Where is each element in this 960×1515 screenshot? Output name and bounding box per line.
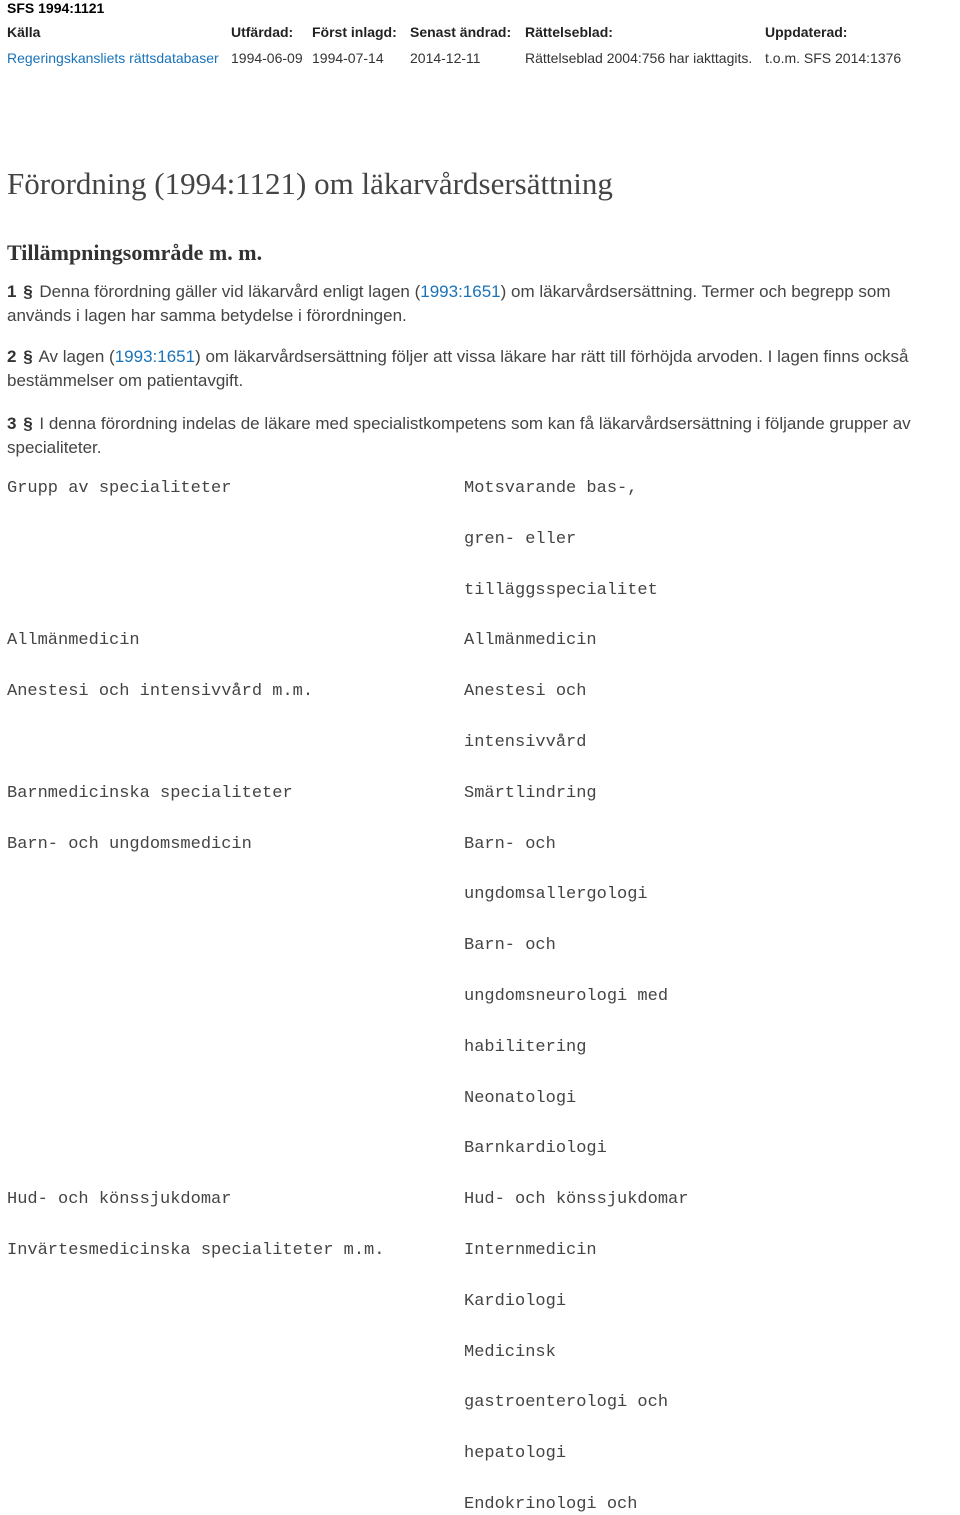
specialty-line: Kardiologi	[464, 1291, 567, 1311]
specialty-line: gastroenterologi och	[464, 1393, 669, 1413]
paragraph-number: 3	[7, 414, 17, 433]
law-link[interactable]: 1993:1651	[114, 347, 196, 366]
specialty-group-line: Barn- och ungdomsmedicin	[7, 834, 252, 854]
specialty-line: Endokrinologi och	[464, 1495, 638, 1514]
errata-value: Rättelseblad 2004:756 har iakttagits.	[525, 50, 753, 66]
paragraph-1	[7, 280, 957, 328]
specialty-line: Hud- och könssjukdomar	[464, 1190, 689, 1210]
section-sign-icon: §	[23, 414, 33, 433]
last-changed-label: Senast ändrad:	[410, 24, 512, 40]
section-sign-icon: §	[23, 347, 33, 366]
specialty-line: Medicinsk	[464, 1342, 556, 1362]
specialty-line: Barn- och	[464, 936, 556, 956]
issued-date: 1994-06-09	[231, 50, 303, 66]
paragraph-text: I denna förordning indelas de läkare med specialistkompetens som kan få läkarvårdsersättning i följande grupper av specialiteter.	[7, 414, 911, 457]
specialty-line: Anestesi och	[464, 682, 587, 702]
specialty-line: Motsvarande bas-,	[464, 479, 638, 498]
specialty-line: Barnkardiologi	[464, 1139, 607, 1159]
first-added-label: Först inlagd:	[312, 24, 397, 40]
sfs-number: SFS 1994:1121	[7, 0, 105, 16]
specialty-line: ungdomsneurologi med	[464, 987, 669, 1006]
paragraph-text: Av lagen (	[38, 347, 115, 366]
law-link[interactable]: 1993:1651	[420, 282, 501, 301]
updated-label: Uppdaterad:	[765, 24, 848, 40]
specialty-line: gren- eller	[464, 529, 577, 549]
first-added-date: 1994-07-14	[312, 50, 384, 66]
specialty-line: habilitering	[464, 1037, 587, 1057]
specialty-group-line: Invärtesmedicinska specialiteter m.m.	[7, 1241, 385, 1260]
last-changed-date: 2014-12-11	[410, 50, 481, 66]
specialty-line: tilläggsspecialitet	[464, 580, 658, 600]
paragraph-number: 2	[7, 347, 17, 366]
specialty-group-line: Hud- och könssjukdomar	[7, 1190, 232, 1210]
errata-label: Rättelseblad:	[525, 24, 613, 40]
specialty-group-line: Grupp av specialiteter	[7, 479, 232, 498]
source-link[interactable]: Regeringskansliets rättsdatabaser	[7, 50, 219, 66]
specialty-line: intensivvård	[464, 733, 587, 752]
paragraph-3	[7, 412, 957, 460]
paragraph-2	[7, 345, 957, 393]
paragraph-text: ) om läkarvårdsersättning. Termer och begrepp som används i lagen har samma betydelse i förordningen.	[7, 282, 891, 325]
specialty-line: Barn- och	[464, 834, 556, 854]
paragraph-text: ) om läkarvårdsersättning följer att vissa läkare har rätt till förhöjda arvoden. I lagen finns också bestämmelser om patientavgift.	[7, 347, 909, 390]
specialty-line: hepatologi	[464, 1444, 567, 1464]
section-sign-icon: §	[23, 282, 33, 301]
specialty-group-line: Anestesi och intensivvård m.m.	[7, 682, 314, 702]
section-heading: Tillämpningsområde m. m.	[7, 240, 263, 265]
specialty-line: Internmedicin	[464, 1241, 597, 1260]
issued-label: Utfärdad:	[231, 24, 294, 40]
source-label: Källa	[7, 24, 41, 40]
specialty-line: ungdomsallergologi	[464, 885, 648, 905]
specialty-group-line: Barnmedicinska specialiteter	[7, 783, 293, 803]
paragraph-number: 1	[7, 282, 17, 301]
paragraph-text: Denna förordning gäller vid läkarvård enligt lagen (	[39, 282, 421, 301]
specialty-line: Smärtlindring	[464, 783, 597, 803]
document-title: Förordning (1994:1121) om läkarvårdsersättning	[7, 166, 613, 201]
specialty-line: Allmänmedicin	[464, 631, 597, 651]
updated-value: t.o.m. SFS 2014:1376	[765, 50, 902, 66]
specialty-group-line: Allmänmedicin	[7, 631, 140, 651]
specialty-line: Neonatologi	[464, 1088, 577, 1108]
